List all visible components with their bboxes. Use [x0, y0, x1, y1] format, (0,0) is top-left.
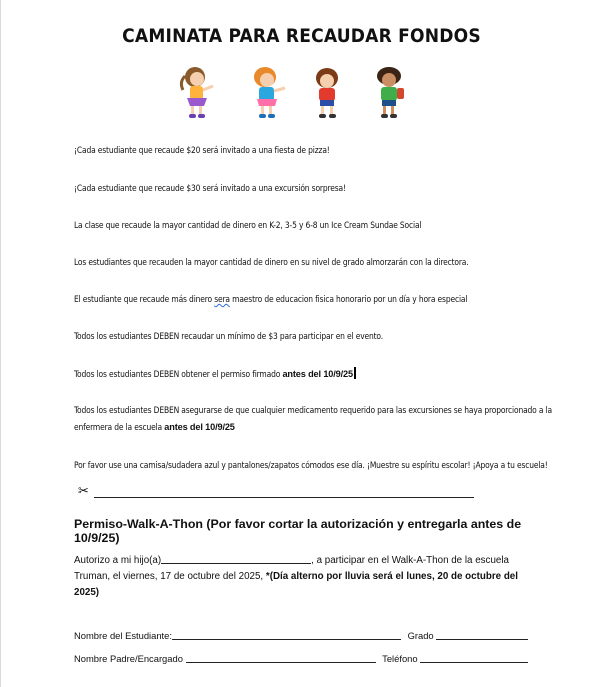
- child-figure-1: [181, 67, 213, 118]
- permit-authorization-text: Autorizo a mi hijo(a) , a participar en el Walk-A-Thon de la escuela Truman, el viernes, 17 de octubre del 2025, *(Día alterno por lluvia será el lunes, 20 de octubre del 2025): [74, 555, 518, 598]
- phone-blank[interactable]: [420, 652, 528, 663]
- children-walking-illustration: [175, 64, 431, 120]
- child-figure-2: [254, 67, 285, 118]
- child-figure-4: [377, 67, 404, 118]
- student-name-blank[interactable]: [172, 629, 401, 640]
- info-line-class-prize: La clase que recaude la mayor cantidad de dinero en K-2, 3-5 y 6-8 un Ice Cream Sundae Social: [74, 220, 422, 230]
- info-line-honorary-teacher: El estudiante que recaude más dinero sera maestro de educacion fisica honorario por un día y hora especial: [74, 294, 468, 304]
- scissors-icon: ✂: [78, 483, 89, 498]
- text-cursor: [354, 367, 356, 379]
- grade-blank[interactable]: [436, 629, 528, 640]
- cut-line: [94, 497, 474, 498]
- info-line-excursion: ¡Cada estudiante que recaude $30 será invitado a una excursión sorpresa!: [74, 183, 346, 193]
- info-line-medication-2: enfermera de la escuela antes del 10/9/25: [74, 422, 235, 432]
- info-line-pizza: ¡Cada estudiante que recaude $20 será invitado a una fiesta de pizza!: [74, 145, 330, 155]
- student-row: Nombre del Estudiante: Grado: [74, 629, 528, 641]
- permit-heading: Permiso-Walk-A-Thon (Por favor cortar la autorización y entregarla antes de 10/9/25): [74, 517, 522, 545]
- parent-name-blank[interactable]: [186, 652, 376, 663]
- page-left-border: [0, 0, 1, 687]
- child-figure-3: [316, 68, 338, 118]
- page-title: CAMINATA PARA RECAUDAR FONDOS: [122, 25, 481, 47]
- info-line-grade-level: Los estudiantes que recauden la mayor cantidad de dinero en su nivel de grado almorzarán con la directora.: [74, 257, 469, 267]
- info-line-minimum: Todos los estudiantes DEBEN recaudar un mínimo de $3 para participar en el evento.: [74, 331, 383, 341]
- info-line-medication-1: Todos los estudiantes DEBEN asegurarse de que cualquier medicamento requerido para las excursiones se haya proporcionado a la: [74, 405, 552, 415]
- parent-row: Nombre Padre/Encargado Teléfono: [74, 652, 528, 664]
- info-line-permit: Todos los estudiantes DEBEN obtener el permiso firmado antes del 10/9/25: [74, 367, 356, 379]
- spellcheck-word: sera: [214, 294, 230, 304]
- child-name-blank[interactable]: [161, 553, 311, 564]
- info-line-dress-code: Por favor use una camisa/sudadera azul y pantalones/zapatos cómodos ese día. ¡Muestre su espíritu escolar! ¡Apoya a tu escuela!: [74, 460, 548, 470]
